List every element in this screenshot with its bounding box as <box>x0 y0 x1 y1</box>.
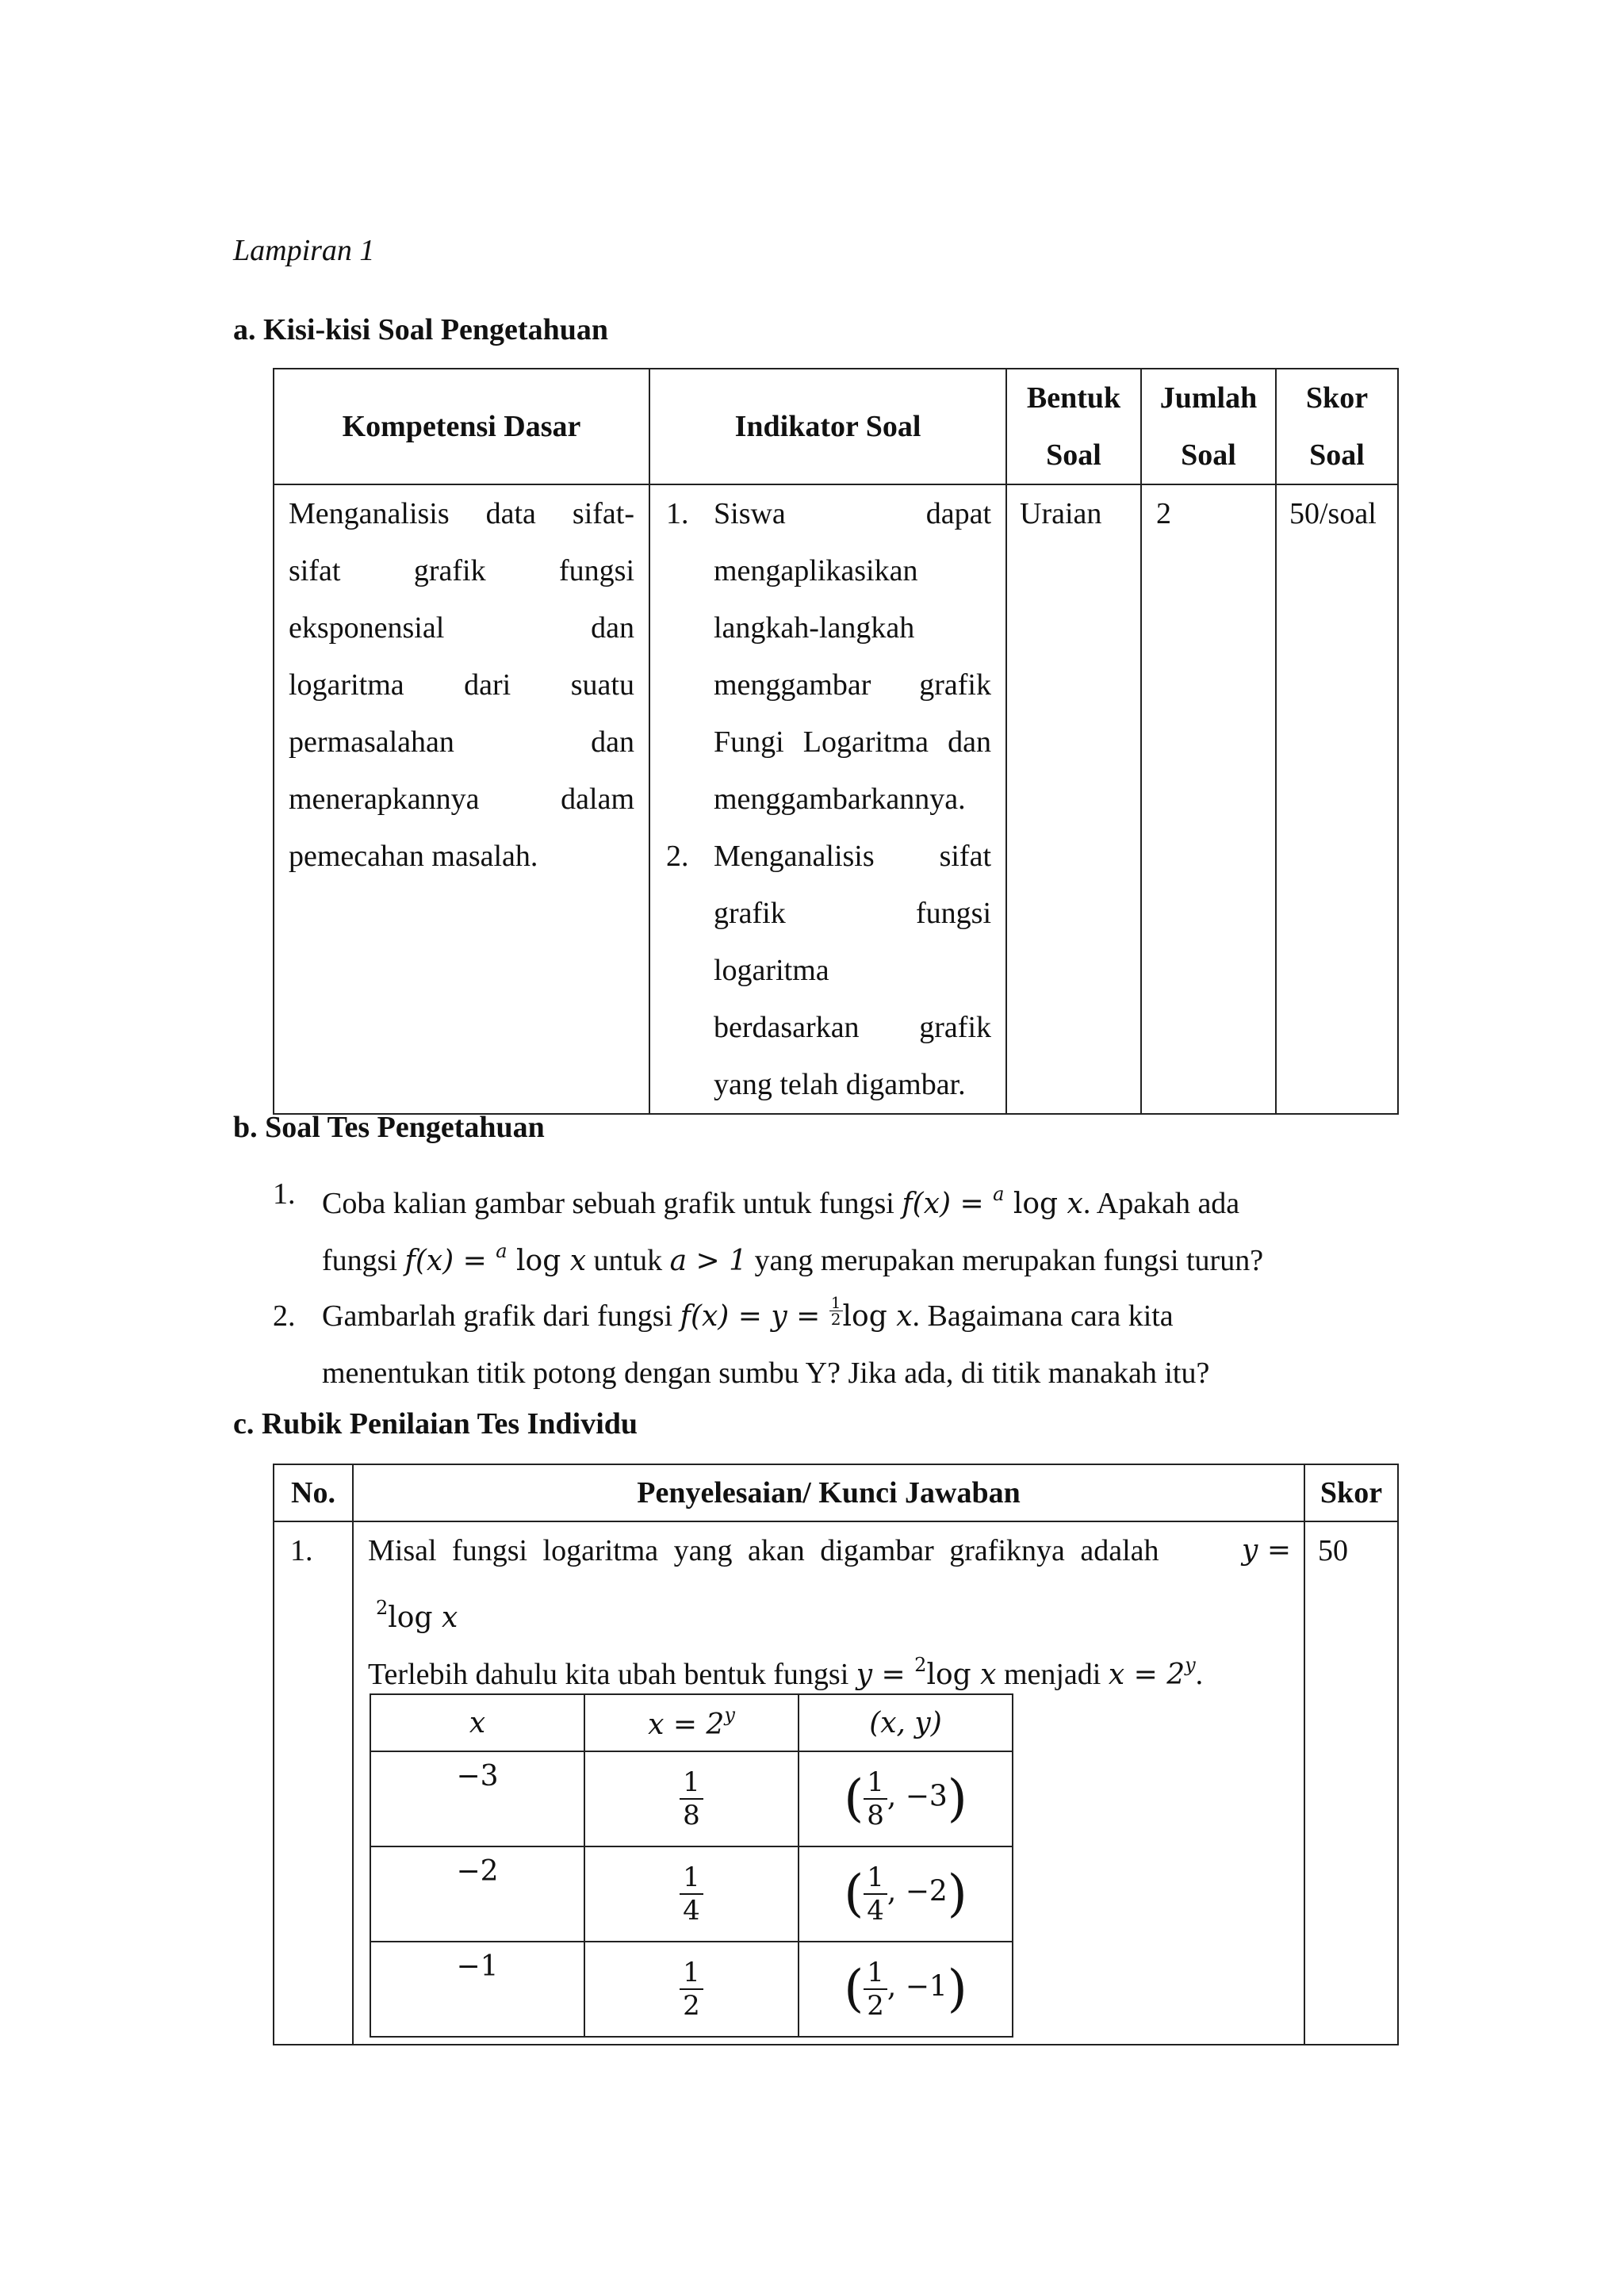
q2-base-fraction <box>829 1295 843 1327</box>
indikator-line: berdasarkan grafik <box>714 1011 991 1044</box>
kompetensi-line: eksponensial dan <box>289 611 634 645</box>
value-row <box>370 1751 1013 1846</box>
bentuk-value: Uraian <box>1020 497 1102 530</box>
indikator-cell <box>649 484 1006 1114</box>
header-no: No. <box>274 1464 353 1521</box>
question-1 <box>273 1165 1399 1280</box>
q2-text: . Bagaimana cara kita <box>912 1299 1174 1333</box>
pair-y: , −2 <box>887 1875 948 1908</box>
fraction-den: 2 <box>683 1990 700 2022</box>
fraction-num: 1 <box>680 1766 703 1800</box>
fraction-den: 4 <box>683 1895 700 1927</box>
q1-math: f(x) = <box>902 1188 994 1220</box>
answer-base: 2 <box>914 1654 927 1676</box>
fraction-den: 8 <box>683 1800 700 1831</box>
indikator-item-1 <box>666 485 991 828</box>
answer-line-2 <box>368 1579 1291 1636</box>
answer-text: Misal fungsi logaritma yang akan digambar grafiknya adalah <box>368 1534 1159 1567</box>
jumlah-value: 2 <box>1156 497 1171 530</box>
q2-var: x <box>896 1300 913 1333</box>
indikator-line: menggambarkannya. <box>714 783 966 816</box>
fraction-den: 8 <box>867 1800 884 1831</box>
value-fraction-cell <box>584 1942 799 2037</box>
header-bentuk-line1: Bentuk <box>1026 381 1121 415</box>
q1-var: x <box>569 1245 587 1277</box>
q2-text: Gambarlah grafik dari fungsi <box>322 1299 680 1333</box>
indikator-item-2 <box>666 828 991 1113</box>
fraction-den: 4 <box>867 1895 884 1927</box>
answer-text: . <box>1195 1658 1204 1691</box>
header-indikator: Indikator Soal <box>649 369 1006 484</box>
q1-math: f(x) = <box>404 1245 496 1277</box>
value-row <box>370 1942 1013 2037</box>
value-pair-cell <box>799 1751 1013 1846</box>
right-paren: ) <box>947 1865 967 1923</box>
value-fraction-cell <box>584 1751 799 1846</box>
indikator-line: yang telah digambar. <box>714 1068 966 1101</box>
q2-log: log <box>842 1300 897 1333</box>
indikator-num: 2. <box>666 840 689 873</box>
fraction-num: 1 <box>864 1766 887 1800</box>
pair-y: , −1 <box>887 1970 948 2003</box>
rubrik-answer-cell <box>353 1521 1304 2045</box>
right-paren: ) <box>947 1770 967 1828</box>
question-2-number: 2. <box>273 1299 296 1333</box>
answer-var: x <box>441 1601 458 1634</box>
value-x: −1 <box>370 1942 584 2037</box>
answer-var: x <box>980 1659 997 1691</box>
q1-text: untuk <box>586 1244 670 1277</box>
kisi-kisi-table <box>273 368 1399 1115</box>
value-x: −3 <box>370 1751 584 1846</box>
section-c-title: c. Rubik Penilaian Tes Individu <box>233 1407 638 1441</box>
rubrik-no-cell <box>274 1521 353 2045</box>
header-jumlah-line2: Soal <box>1181 438 1236 472</box>
answer-line-3 <box>368 1636 1291 1693</box>
header-jumlah <box>1141 369 1276 484</box>
header-bentuk <box>1006 369 1141 484</box>
rubrik-skor: 50 <box>1318 1534 1348 1567</box>
q1-log: log <box>1004 1188 1067 1220</box>
kompetensi-cell <box>274 484 649 1114</box>
answer-text: Terlebih dahulu kita ubah bentuk fungsi <box>368 1658 856 1691</box>
skor-value: 50/soal <box>1289 497 1377 530</box>
q1-base: a <box>993 1183 1005 1205</box>
section-a-title: a. Kisi-kisi Soal Pengetahuan <box>233 313 608 346</box>
header-skor-line1: Skor <box>1305 381 1369 415</box>
value-header-pair: (x, y) <box>799 1694 1013 1751</box>
bentuk-cell <box>1006 484 1141 1114</box>
left-paren: ( <box>844 1770 864 1828</box>
pair-fraction <box>864 1766 887 1831</box>
kompetensi-line: menerapkannya dalam <box>289 783 634 816</box>
q1-text: fungsi <box>322 1244 405 1277</box>
indikator-line: Menganalisis sifat <box>714 840 991 873</box>
pair-fraction <box>864 1957 887 2022</box>
q2-line2: menentukan titik potong dengan sumbu Y? Jika ada, di titik manakah itu? <box>322 1357 1210 1390</box>
q1-condition: a > 1 <box>669 1245 748 1277</box>
fraction-num: 1 <box>864 1957 887 1990</box>
value-header-x: x <box>370 1694 584 1751</box>
q1-var: x <box>1067 1188 1083 1220</box>
kompetensi-line: permasalahan dan <box>289 725 634 759</box>
indikator-line: mengaplikasikan <box>714 554 918 587</box>
value-header-power <box>584 1694 799 1751</box>
header-penyelesaian: Penyelesaian/ Kunci Jawaban <box>353 1464 1304 1521</box>
fraction-num: 1 <box>864 1862 887 1895</box>
fraction-den: 2 <box>867 1990 884 2022</box>
right-paren: ) <box>947 1960 967 2019</box>
value-fraction-cell <box>584 1846 799 1942</box>
kompetensi-line: logaritma dari suatu <box>289 668 634 702</box>
q2-math: f(x) = y = <box>680 1300 829 1333</box>
rubrik-no: 1. <box>290 1534 313 1567</box>
indikator-line: Fungi Logaritma dan <box>714 725 991 759</box>
value-header-power-base: x = 2 <box>648 1709 725 1741</box>
indikator-line: grafik fungsi <box>714 897 991 930</box>
rubrik-table <box>273 1464 1399 2045</box>
answer-math: y = <box>1242 1534 1291 1567</box>
q2-base-num: 1 <box>830 1293 841 1312</box>
value-fraction <box>680 1766 703 1831</box>
header-bentuk-line2: Soal <box>1046 438 1101 472</box>
kompetensi-line: sifat grafik fungsi <box>289 554 634 587</box>
value-fraction <box>680 1862 703 1927</box>
value-x: −2 <box>370 1846 584 1942</box>
value-pair-cell <box>799 1846 1013 1942</box>
header-skor-line2: Soal <box>1309 438 1365 472</box>
kompetensi-line: Menganalisis data sifat- <box>289 497 634 530</box>
answer-log: log <box>926 1659 981 1691</box>
skor-cell <box>1276 484 1398 1114</box>
fraction-num: 1 <box>680 1957 703 1990</box>
pair-fraction <box>864 1862 887 1927</box>
question-2 <box>273 1288 1399 1402</box>
pair-y: , −3 <box>887 1780 948 1813</box>
q1-text: yang merupakan merupakan fungsi turun? <box>747 1244 1264 1277</box>
page-heading: Lampiran 1 <box>233 234 375 267</box>
rubrik-skor-cell <box>1304 1521 1398 2045</box>
header-jumlah-line1: Jumlah <box>1159 381 1258 415</box>
answer-base: 2 <box>376 1597 389 1619</box>
kompetensi-line: pemecahan masalah. <box>289 840 538 873</box>
indikator-line: langkah-langkah <box>714 611 915 645</box>
value-pair-cell <box>799 1942 1013 2037</box>
value-fraction <box>680 1957 703 2022</box>
q1-base: a <box>496 1240 508 1262</box>
answer-text: menjadi <box>996 1658 1109 1691</box>
left-paren: ( <box>844 1865 864 1923</box>
value-header-power-exp: y <box>724 1704 735 1726</box>
header-kompetensi: Kompetensi Dasar <box>274 369 649 484</box>
value-table <box>370 1693 1013 2038</box>
q1-text: Coba kalian gambar sebuah grafik untuk fungsi <box>322 1187 902 1220</box>
question-1-number: 1. <box>273 1177 296 1211</box>
answer-log: log <box>388 1601 442 1634</box>
indikator-num: 1. <box>666 497 689 530</box>
indikator-line: Siswa dapat <box>714 497 991 530</box>
indikator-line: menggambar grafik <box>714 668 991 702</box>
indikator-line: logaritma <box>714 954 829 987</box>
q2-base-den: 2 <box>830 1310 841 1329</box>
header-skor-rubrik: Skor <box>1304 1464 1398 1521</box>
q1-log: log <box>507 1245 570 1277</box>
answer-exponent: y <box>1185 1654 1196 1676</box>
left-paren: ( <box>844 1960 864 2019</box>
header-skor <box>1276 369 1398 484</box>
value-row <box>370 1846 1013 1942</box>
fraction-num: 1 <box>680 1862 703 1895</box>
section-b-title: b. Soal Tes Pengetahuan <box>233 1111 545 1144</box>
answer-math: y = <box>856 1659 915 1691</box>
jumlah-cell <box>1141 484 1276 1114</box>
answer-line-1 <box>368 1522 1291 1579</box>
q1-text: . Apakah ada <box>1082 1187 1240 1220</box>
answer-math: x = 2 <box>1108 1659 1185 1691</box>
